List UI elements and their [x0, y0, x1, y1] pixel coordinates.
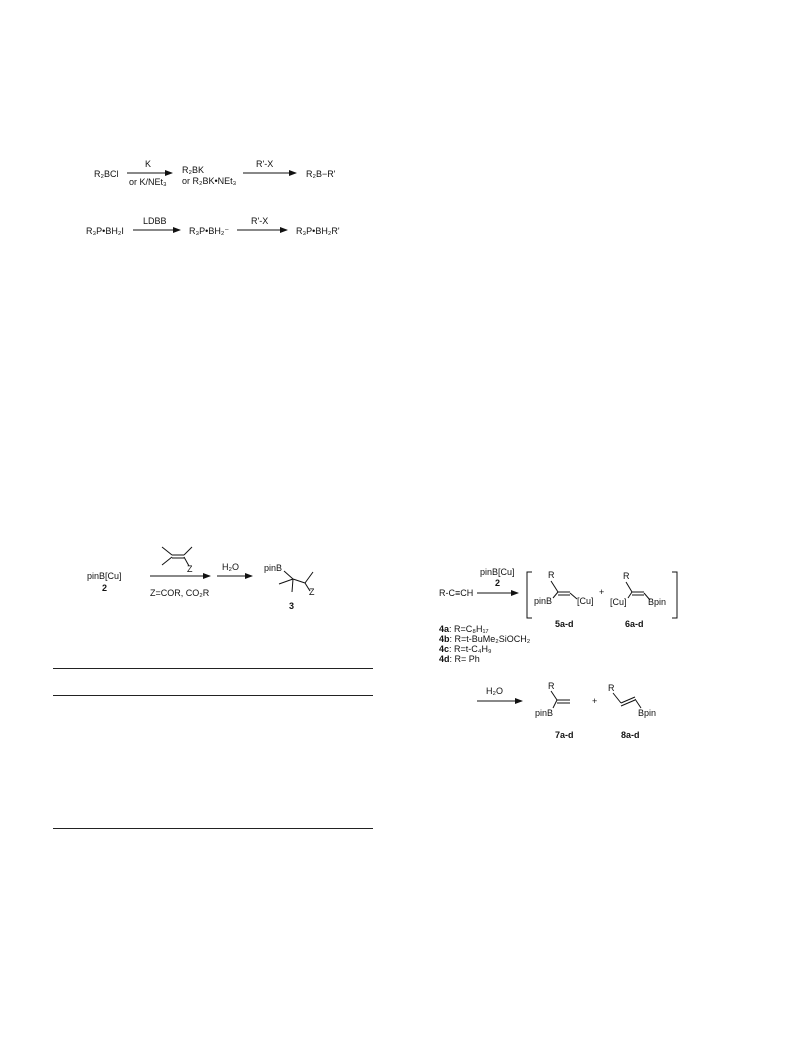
scheme3-int-b-cu: [Cu]: [610, 597, 627, 607]
bracket-right: [672, 572, 677, 618]
scheme3-prod-a-r: R: [548, 681, 555, 691]
scheme2-z: Z: [187, 564, 193, 574]
scheme3-prod-b-r: R: [608, 683, 615, 693]
scheme1-reagent: R₂BCl: [94, 169, 119, 179]
table-rule-top: [53, 668, 373, 669]
scheme1-product: R₂B−R': [306, 169, 336, 179]
scheme1-arrow1-above: K: [145, 159, 152, 169]
intermediate-5-structure: [551, 581, 577, 599]
scheme1-intermediate-2: or R₂BK•NEt₃: [182, 176, 237, 186]
scheme3-arrow-num: 2: [495, 578, 501, 588]
scheme2-arrow2-above: H₂O: [222, 562, 239, 572]
scheme3-plus2: +: [592, 696, 598, 706]
scheme1-intermediate-1: R₂BK: [182, 165, 204, 175]
scheme3-alkyne: R-C≡CH: [439, 588, 474, 598]
scheme2-arrow1-below: Z=COR, CO₂R: [150, 588, 210, 598]
scheme1-arrow1-below: or K/NEt₃: [129, 177, 167, 187]
scheme1-row2-reagent: R₃P•BH₂I: [86, 226, 124, 236]
scheme1-arrow2-above: R'-X: [256, 159, 274, 169]
substrate-item: 4b: R=t-BuMe₂SiOCH₂: [439, 634, 531, 644]
scheme3-int-a-r: R: [548, 570, 555, 580]
scheme2-reagent-num: 2: [102, 583, 108, 593]
scheme3-prod-label-b: 8a-d: [621, 730, 640, 740]
product-8-structure: [613, 693, 641, 708]
scheme1-row2-intermediate: R₃P•BH₂⁻: [189, 226, 230, 236]
scheme3-arrow-above: pinB[Cu]: [480, 567, 515, 577]
product-3-structure: [279, 571, 313, 592]
bracket-left: [527, 572, 532, 618]
scheme2-reagent: pinB[Cu]: [87, 571, 122, 581]
scheme3-prod-a-pinb: pinB: [535, 708, 554, 718]
scheme3-prod-b-bpin: Bpin: [638, 708, 657, 718]
scheme3-label-a: 5a-d: [555, 619, 574, 629]
scheme2-product-z: Z: [309, 587, 315, 597]
product-7-structure: [551, 691, 570, 708]
substrate-item: 4c: R=t-C₄H₉: [439, 644, 492, 654]
scheme3-plus: +: [599, 587, 605, 597]
scheme3-prod-label-a: 7a-d: [555, 730, 574, 740]
scheme3-int-a-pinb: pinB: [534, 596, 553, 606]
scheme3-int-b-r: R: [623, 571, 630, 581]
scheme2-product-num: 3: [289, 601, 295, 611]
substrate-item: 4a: R=C₈H₁₇: [439, 624, 489, 634]
scheme3-label-b: 6a-d: [625, 619, 644, 629]
scheme3-int-a-cu: [Cu]: [577, 596, 594, 606]
table-rule-header: [53, 695, 373, 696]
scheme2-product-pinb: pinB: [264, 563, 283, 573]
scheme1-row2-arrow1-above: LDBB: [143, 216, 167, 226]
table-rule-bottom: [53, 828, 373, 829]
scheme3-arrow2-above: H₂O: [486, 686, 503, 696]
scheme3-int-b-bpin: Bpin: [648, 597, 667, 607]
scheme1-row2-product: R₃P•BH₂R': [296, 226, 340, 236]
substrate-item: 4d: R= Ph: [439, 654, 480, 664]
intermediate-6-structure: [626, 582, 650, 600]
scheme1-row2-arrow2-above: R'-X: [251, 216, 269, 226]
